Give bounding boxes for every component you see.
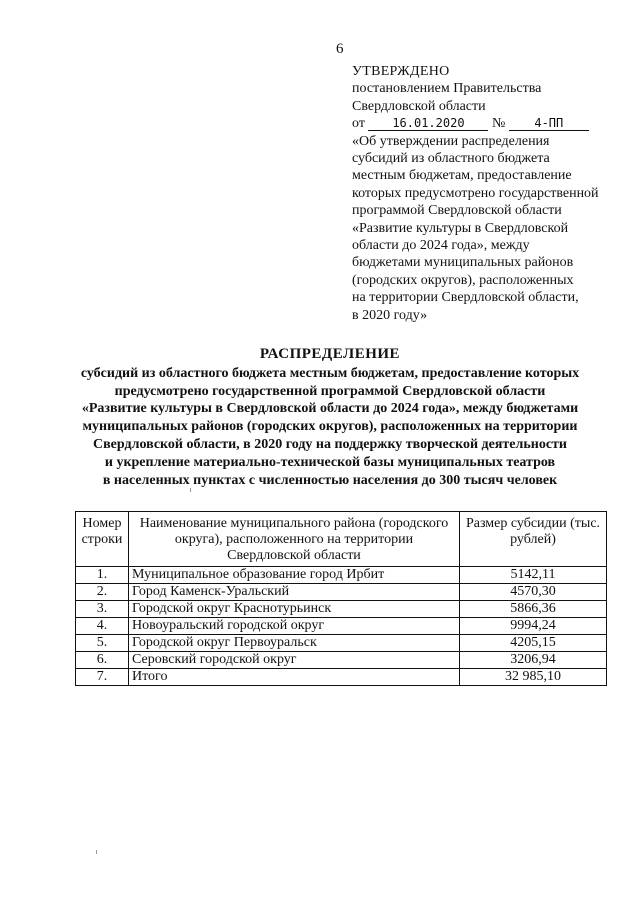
row-amount: 5142,11 xyxy=(460,567,607,584)
row-number: 4. xyxy=(76,618,129,635)
row-municipality: Муниципальное образование город Ирбит xyxy=(129,567,460,584)
approval-date-line xyxy=(352,115,632,132)
page-number: 6 xyxy=(336,41,344,57)
row-municipality: Городской округ Краснотурьинск xyxy=(129,601,460,618)
approval-desc-line: на территории Свердловской области, xyxy=(352,290,579,306)
row-amount: 3206,94 xyxy=(460,652,607,669)
row-municipality: Городской округ Первоуральск xyxy=(129,635,460,652)
approval-line-1: постановлением Правительства xyxy=(352,81,542,97)
approval-number: 4-ПП xyxy=(509,116,589,131)
heading-line: субсидий из областного бюджета местным бюджетам, предоставление которых xyxy=(80,365,580,381)
scan-mark xyxy=(190,488,191,492)
row-number: 6. xyxy=(76,652,129,669)
row-number: 7. xyxy=(76,669,129,686)
heading-line: Свердловской области, в 2020 году на поддержку творческой деятельности xyxy=(93,436,567,452)
row-municipality: Серовский городской округ xyxy=(129,652,460,669)
row-number: 1. xyxy=(76,567,129,584)
table-row-total xyxy=(76,669,607,686)
heading-line: муниципальных районов (городских округов), расположенных на территории xyxy=(82,419,578,435)
approval-desc-line: в 2020 году» xyxy=(352,307,428,323)
approval-desc-line: (городских округов), расположенных xyxy=(352,272,574,288)
heading-line: и укрепление материально-технической базы муниципальных театров xyxy=(104,454,556,470)
row-number: 3. xyxy=(76,601,129,618)
approval-desc-line: программой Свердловской области xyxy=(352,203,562,219)
table-header-row xyxy=(76,512,607,567)
table-row xyxy=(76,652,607,669)
approval-date: 16.01.2020 xyxy=(368,116,488,131)
table-row xyxy=(76,635,607,652)
row-municipality: Итого xyxy=(129,669,460,686)
heading-title: РАСПРЕДЕЛЕНИЕ xyxy=(259,346,401,362)
table-row xyxy=(76,601,607,618)
approval-desc-line: области до 2024 года», между xyxy=(352,238,530,254)
approval-desc-line: местным бюджетам, предоставление xyxy=(352,168,572,184)
approval-desc-line: субсидий из областного бюджета xyxy=(352,151,550,167)
row-municipality: Город Каменск-Уральский xyxy=(129,584,460,601)
header-amount: Размер субсидии (тыс. рублей) xyxy=(460,512,607,567)
number-prefix: № xyxy=(491,116,506,132)
row-amount: 9994,24 xyxy=(460,618,607,635)
approval-desc-line: «Об утверждении распределения xyxy=(352,133,550,149)
heading-line: предусмотрено государственной программой Свердловской области xyxy=(114,383,546,399)
approval-desc-line: «Развитие культуры в Свердловской xyxy=(352,220,569,236)
subsidy-table xyxy=(75,511,607,686)
approval-desc-line: которых предусмотрено государственной xyxy=(352,185,599,201)
heading-line: в населенных пунктах с численностью населения до 300 тысяч человек xyxy=(102,472,558,488)
approval-title: УТВЕРЖДЕНО xyxy=(352,64,450,79)
header-municipality: Наименование муниципального района (городского округа), расположенного на территории Свердловской области xyxy=(129,512,460,567)
date-prefix: от xyxy=(352,116,365,132)
row-number: 5. xyxy=(76,635,129,652)
row-amount: 4205,15 xyxy=(460,635,607,652)
header-row-number: Номер строки xyxy=(76,512,129,567)
table-row xyxy=(76,567,607,584)
row-amount: 32 985,10 xyxy=(460,669,607,686)
document-heading xyxy=(60,346,600,489)
table-row xyxy=(76,584,607,601)
scan-mark xyxy=(96,850,97,854)
row-amount: 4570,30 xyxy=(460,584,607,601)
approval-line-2: Свердловской области xyxy=(352,98,486,114)
approval-block xyxy=(352,63,632,324)
approval-desc-line: бюджетами муниципальных районов xyxy=(352,255,574,271)
row-municipality: Новоуральский городской округ xyxy=(129,618,460,635)
table-row xyxy=(76,618,607,635)
row-number: 2. xyxy=(76,584,129,601)
heading-line: «Развитие культуры в Свердловской области до 2024 года», между бюджетами xyxy=(81,401,579,417)
row-amount: 5866,36 xyxy=(460,601,607,618)
